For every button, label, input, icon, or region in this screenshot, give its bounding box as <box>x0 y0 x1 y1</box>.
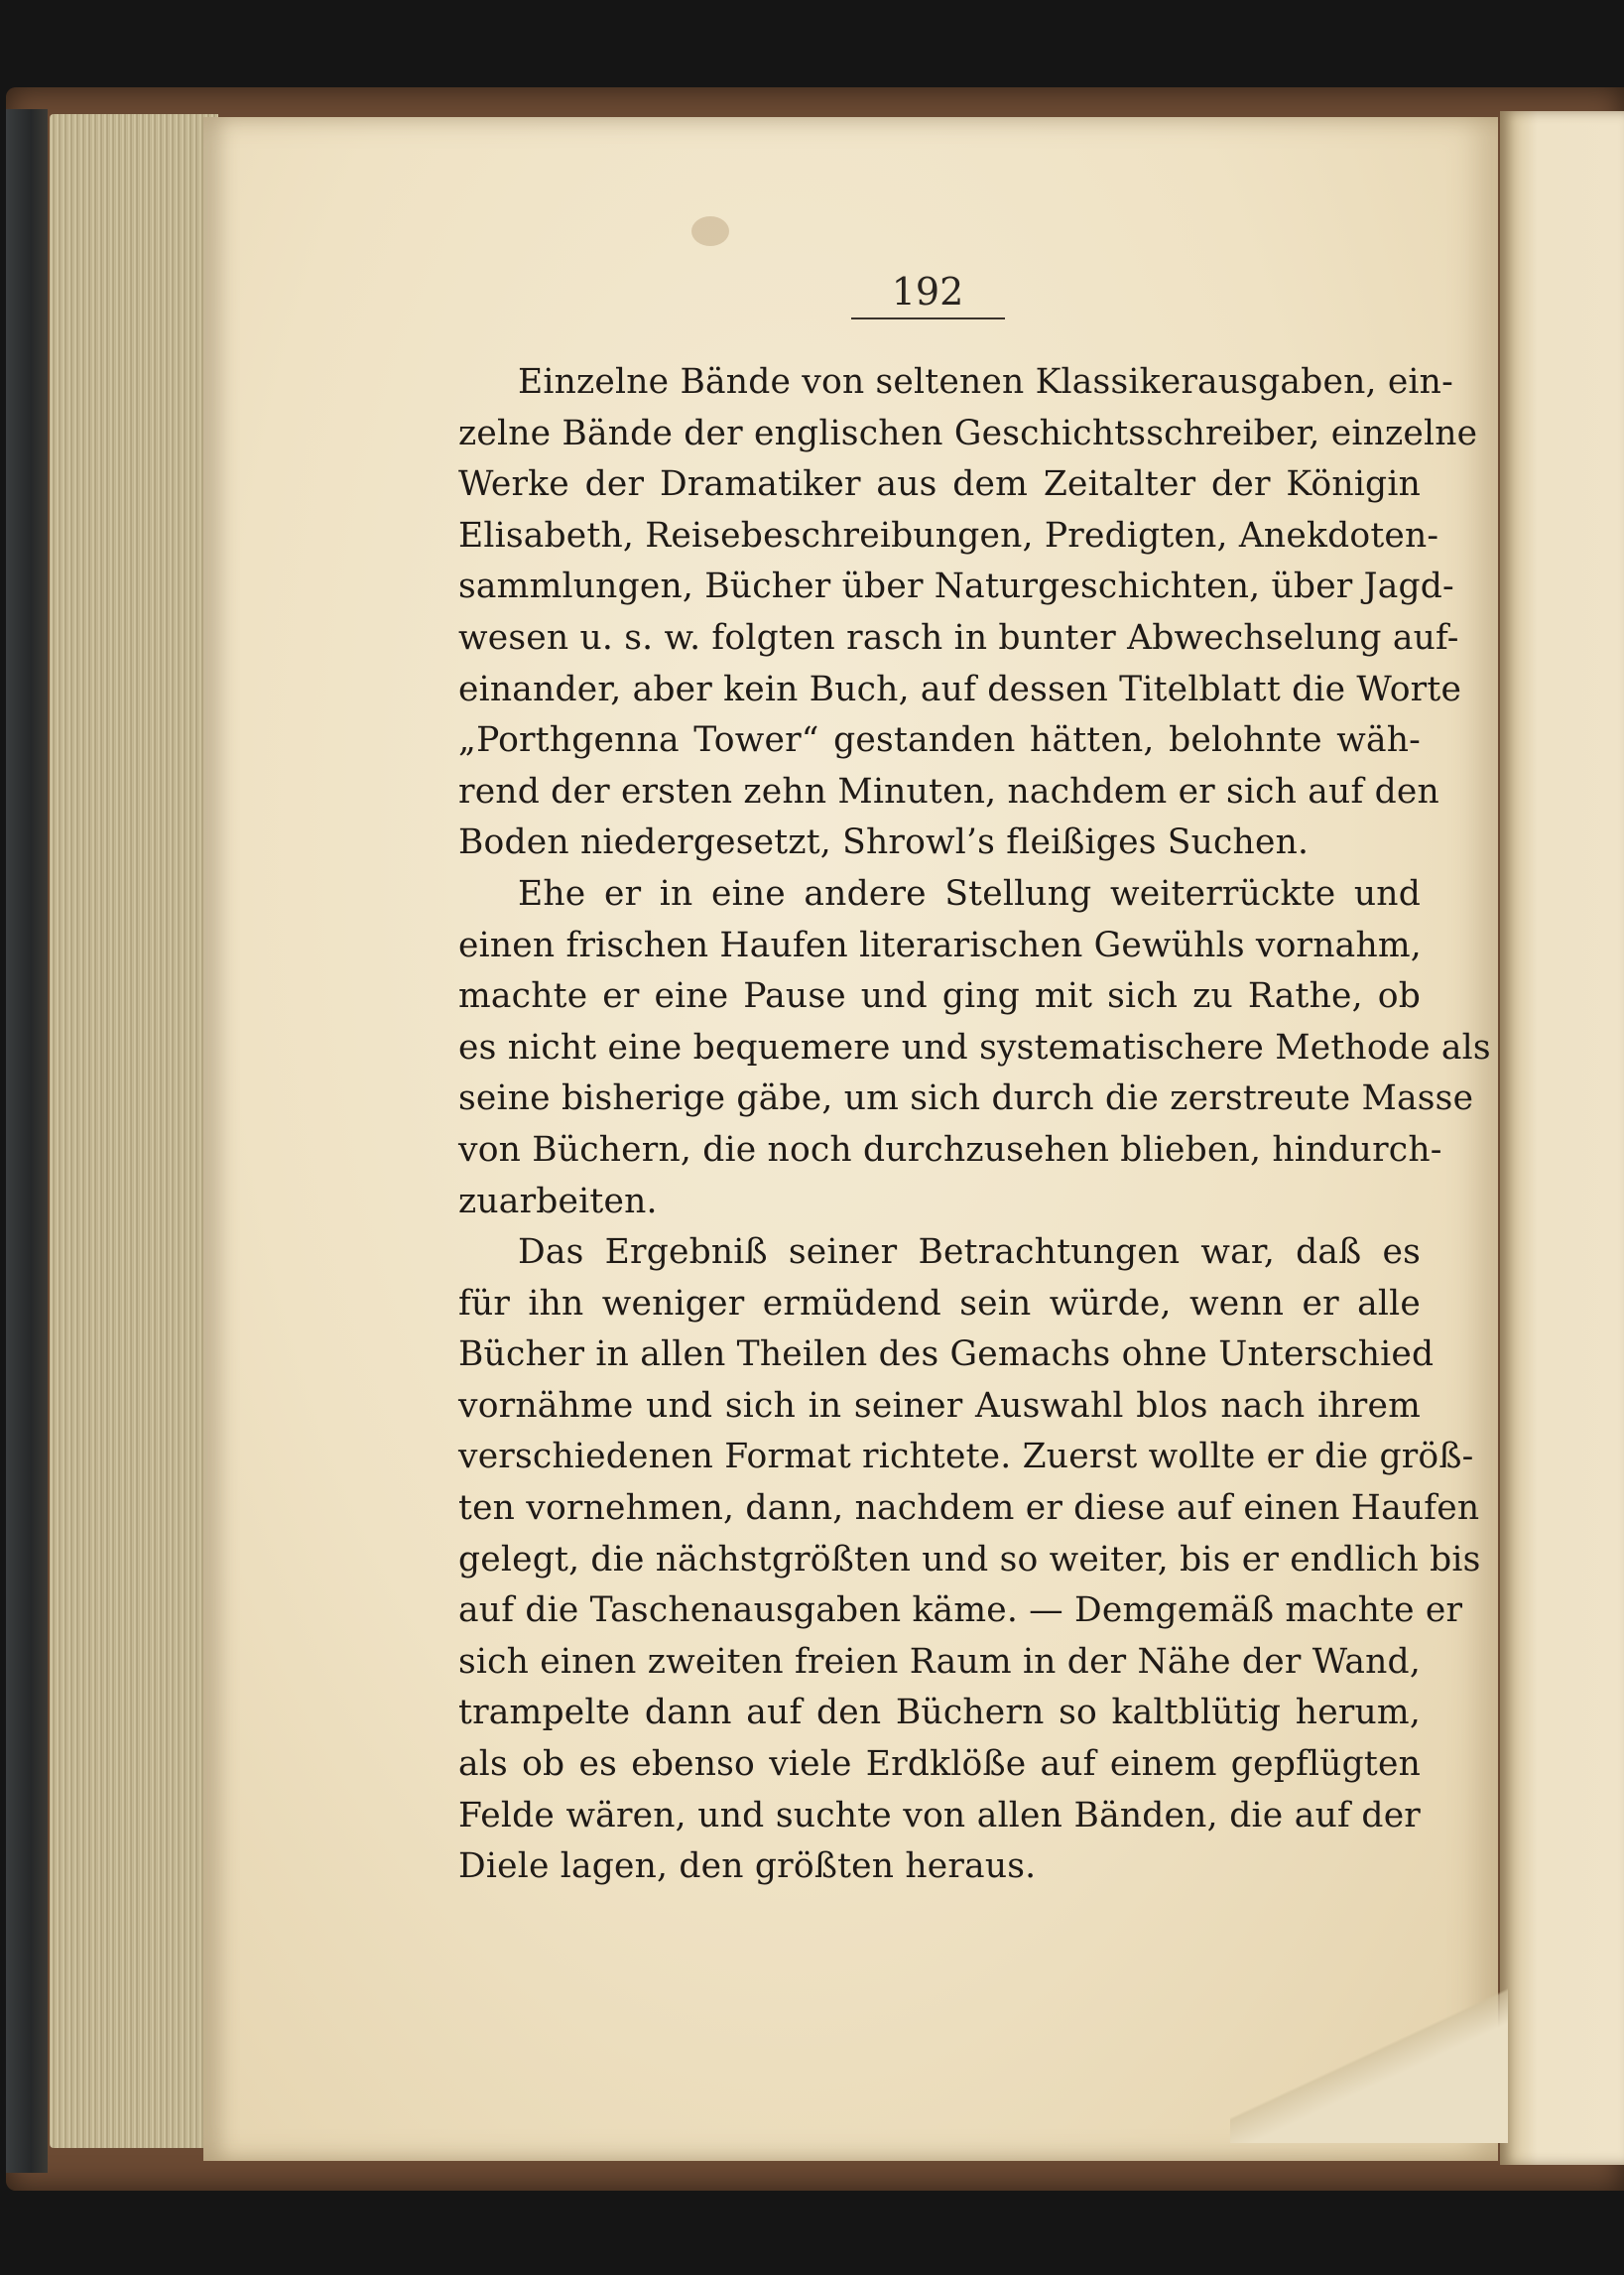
text-line: gelegt, die nächstgrößten und so weiter, bis er endlich bis <box>458 1539 1481 1580</box>
text-line: Das Ergebniß seiner Betrachtungen war, daß es <box>518 1232 1421 1273</box>
text-line: seine bisherige gäbe, um sich durch die zerstreute Masse <box>458 1078 1474 1119</box>
text-line: von Büchern, die noch durchzusehen blieben, hindurch- <box>458 1129 1442 1170</box>
text-line: Elisabeth, Reisebeschreibungen, Predigten, Anekdoten- <box>458 515 1439 556</box>
text-line: sammlungen, Bücher über Naturgeschichten, über Jagd- <box>458 567 1454 607</box>
text-line: verschiedenen Format richtete. Zuerst wollte er die größ- <box>458 1437 1474 1477</box>
text-line: machte er eine Pause und ging mit sich zu Rathe, ob <box>458 976 1421 1017</box>
text-line: Boden niedergesetzt, Shrowl’s fleißiges Suchen. <box>458 822 1310 863</box>
text-line: Diele lagen, den größten heraus. <box>458 1846 1037 1887</box>
page-corner-fold <box>1230 1974 1508 2143</box>
text-line: einander, aber kein Buch, auf dessen Titelblatt die Worte <box>458 669 1462 709</box>
paper-stain <box>691 216 729 246</box>
paragraph <box>458 1227 1481 1893</box>
text-line: Ehe er in eine andere Stellung weiterrückte und <box>518 873 1421 914</box>
text-line: rend der ersten zehn Minuten, nachdem er sich auf den <box>458 771 1439 812</box>
text-line: es nicht eine bequemere und systematischere Methode als <box>458 1027 1491 1068</box>
text-line: zelne Bände der englischen Geschichtsschreiber, einzelne <box>458 413 1478 453</box>
text-line: sich einen zweiten freien Raum in der Nähe der Wand, <box>458 1641 1421 1682</box>
paragraph <box>458 869 1491 1227</box>
text-line: als ob es ebenso viele Erdklöße auf einem gepflügten <box>458 1744 1421 1785</box>
page-stack-edge <box>50 114 218 2148</box>
text-line: Einzelne Bände von seltenen Klassikerausgaben, ein- <box>518 362 1453 402</box>
text-line: auf die Taschenausgaben käme. — Demgemäß machte er <box>458 1590 1463 1631</box>
text-line: Bücher in allen Theilen des Gemachs ohne Unterschied <box>458 1334 1435 1375</box>
text-line: einen frischen Haufen literarischen Gewühls vornahm, <box>458 925 1422 965</box>
text-line: trampelte dann auf den Büchern so kaltblütig herum, <box>458 1693 1421 1733</box>
facing-page-edge <box>1500 111 1624 2165</box>
text-line: für ihn weniger ermüdend sein würde, wenn er alle <box>458 1283 1421 1324</box>
text-line: vornähme und sich in seiner Auswahl blos nach ihrem <box>458 1385 1421 1426</box>
text-line: „Porthgenna Tower“ gestanden hätten, belohnte wäh- <box>458 720 1421 761</box>
header-rule <box>851 317 1005 319</box>
page-number: 192 <box>891 270 964 314</box>
text-line: Werke der Dramatiker aus dem Zeitalter der Königin <box>458 464 1421 505</box>
text-line: wesen u. s. w. folgten rasch in bunter Abwechselung auf- <box>458 617 1459 658</box>
book-cover-edge <box>6 109 48 2173</box>
body-text <box>458 357 1491 1893</box>
text-line: Felde wären, und suchte von allen Bänden, die auf der <box>458 1795 1421 1835</box>
paragraph <box>458 357 1478 869</box>
text-line: ten vornehmen, dann, nachdem er diese auf einen Haufen <box>458 1488 1480 1529</box>
text-line: zuarbeiten. <box>458 1181 658 1221</box>
